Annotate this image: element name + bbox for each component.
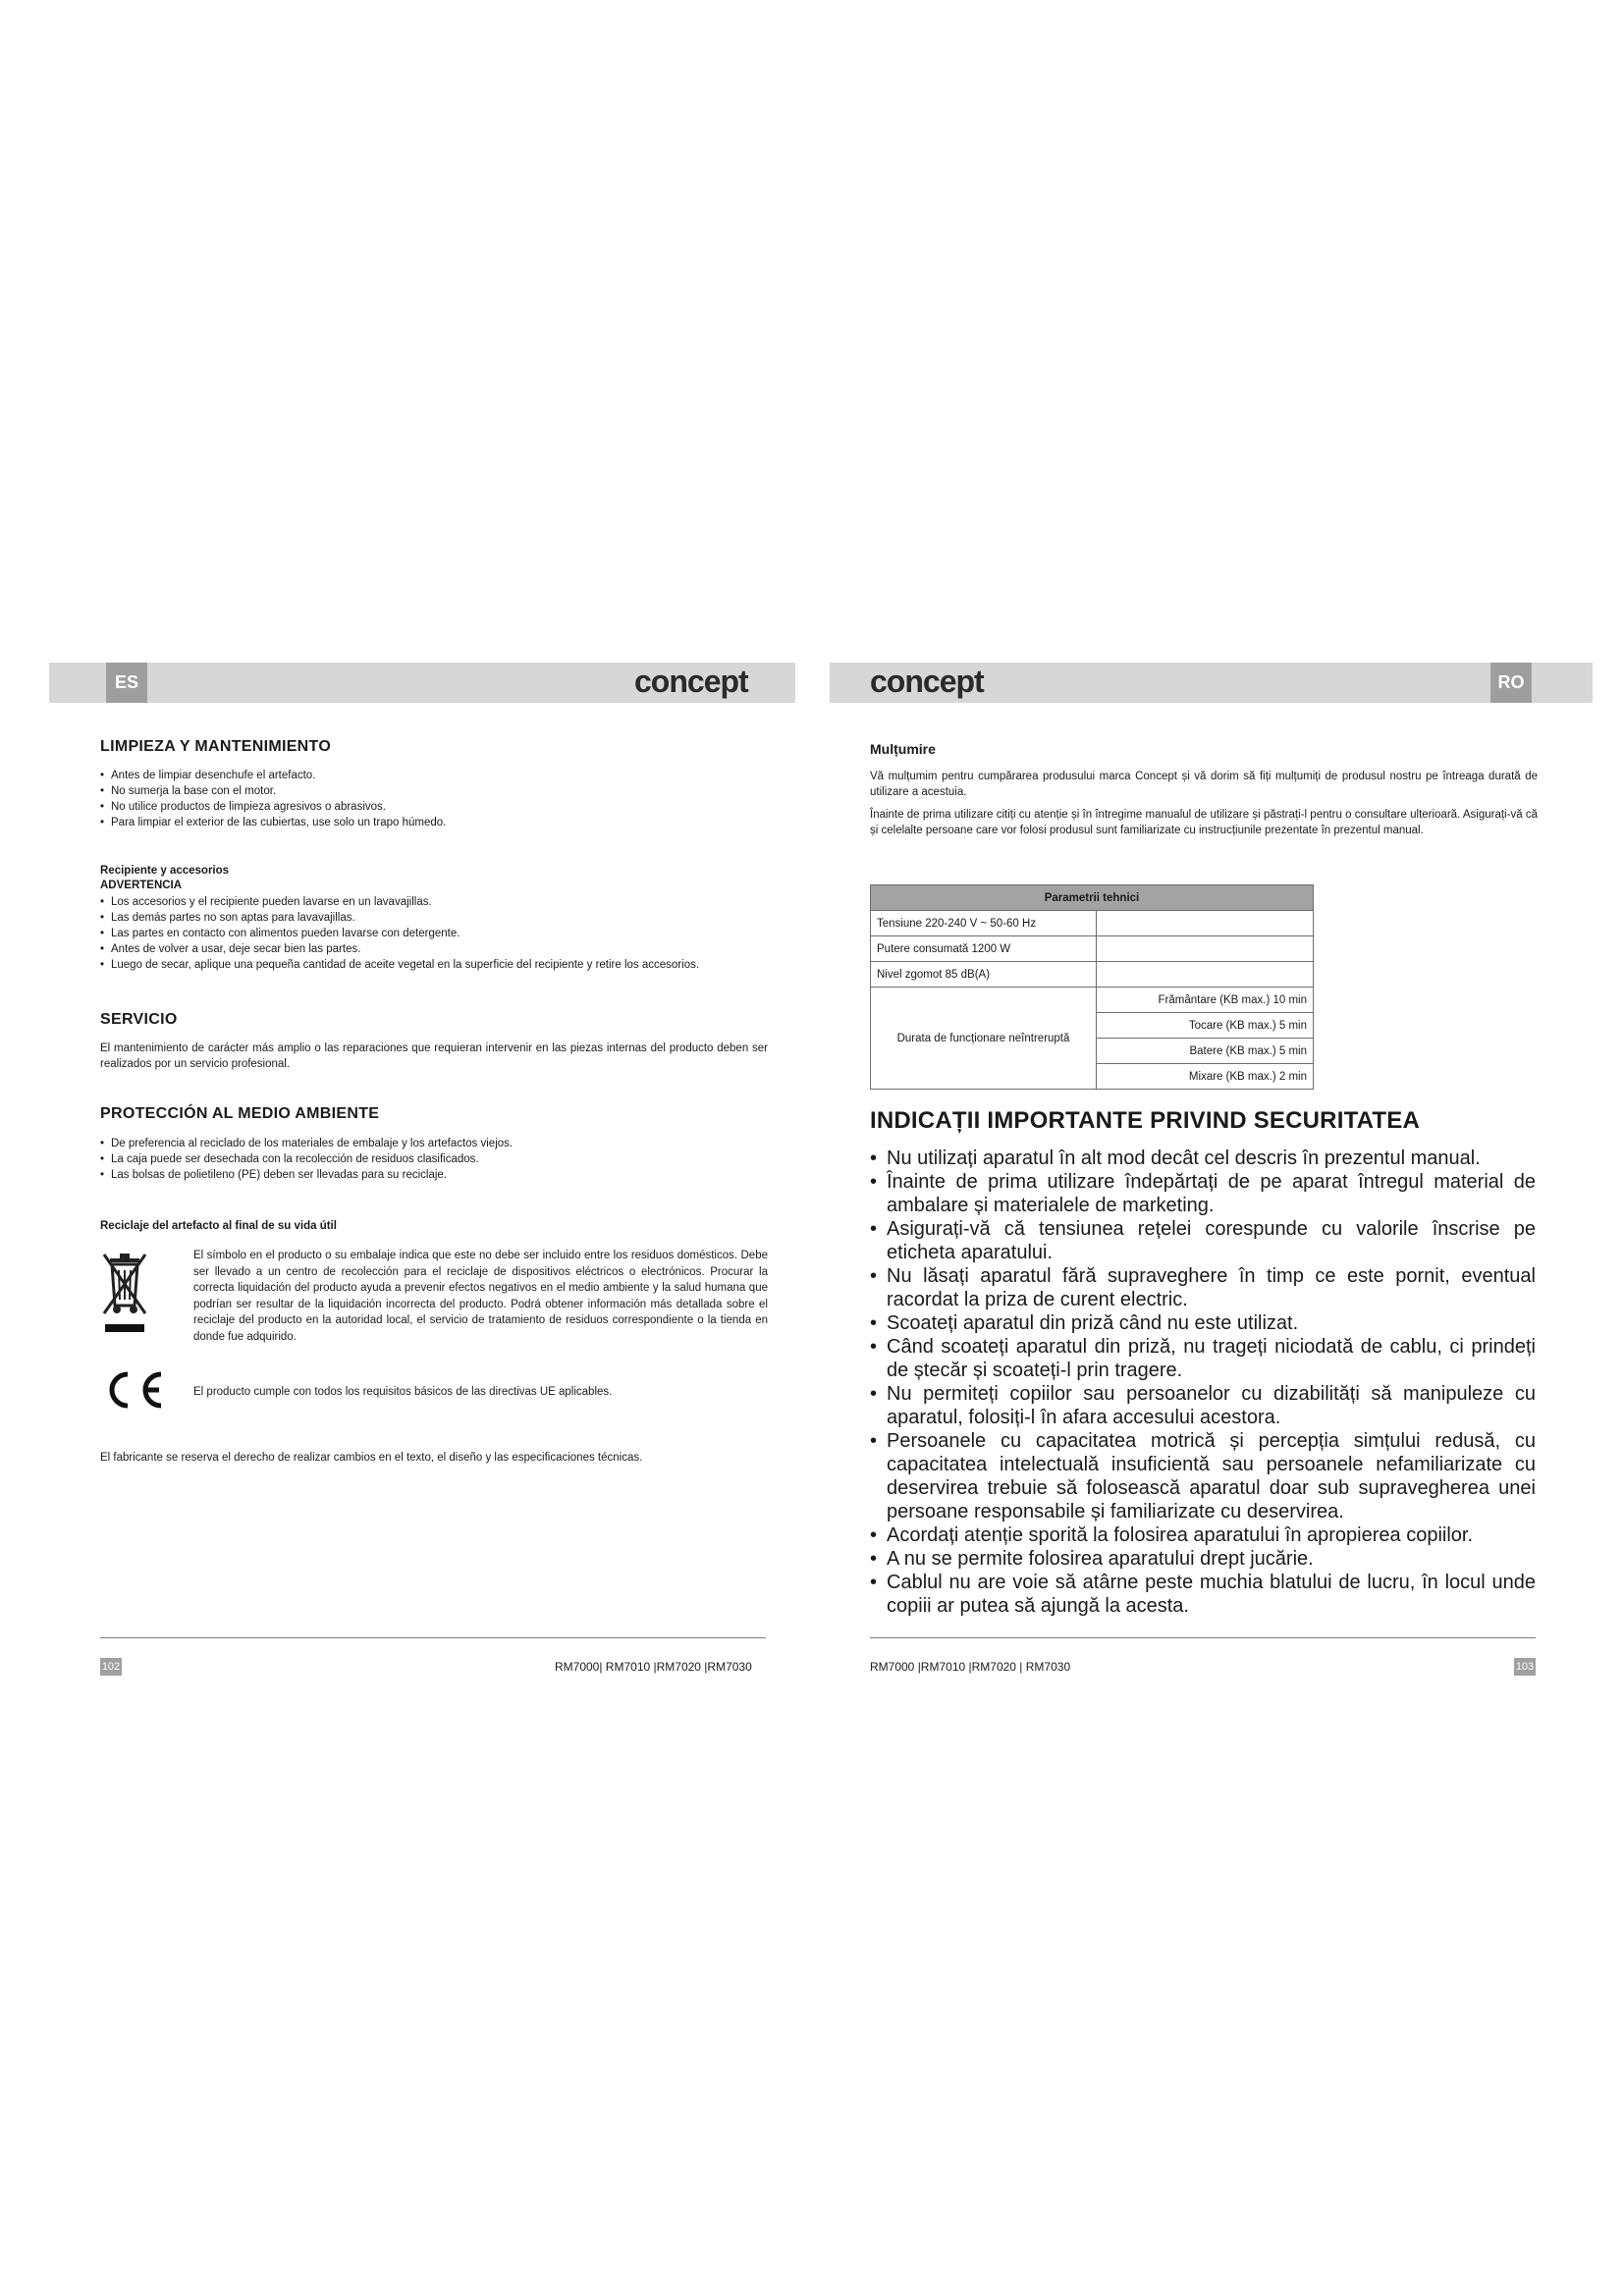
list-item: • Acordați atenție sporită la folosirea aparatului în apropierea copiilor. — [870, 1523, 1536, 1547]
service-title: SERVICIO — [100, 1011, 178, 1028]
list-item: • Los accesorios y el recipiente pueden lavarse en un lavavajillas. — [100, 894, 778, 910]
footer-models-left: RM7000| RM7010 |RM7020 |RM7030 — [555, 1660, 752, 1674]
list-item: • La caja puede ser desechada con la recolección de residuos clasificados. — [100, 1151, 768, 1167]
table-row — [871, 911, 1314, 936]
list-item: • Las bolsas de polietileno (PE) deben ser llevadas para su reciclaje. — [100, 1167, 768, 1183]
table-cell: Nivel zgomot 85 dB(A) — [871, 962, 1097, 988]
list-item: • Nu permiteți copiilor sau persoanelor cu dizabilități să manipuleze cu aparatul, folosiți-l în afara accesului acestora. — [870, 1382, 1536, 1429]
list-item: • Cablul nu are voie să atârne peste muchia blatului de lucru, în locul unde copiii ar putea să ajungă la acesta. — [870, 1571, 1536, 1618]
table-cell: Batere (KB max.) 5 min — [1097, 1039, 1314, 1064]
thanks-text-1: Vă mulțumim pentru cumpărarea produsului marca Concept și vă dorim să fiți mulțumiți de produsul nostru pe întreaga durată de utilizare a acestuia. — [870, 771, 1538, 798]
footer-divider-left — [100, 1637, 766, 1638]
list-item: • Nu lăsați aparatul fără supraveghere în timp ce este pornit, eventual racordat la priza de curent electric. — [870, 1264, 1536, 1311]
brand-logo-right: concept — [870, 664, 984, 699]
brand-logo-left: concept — [634, 664, 748, 699]
language-tab-es: ES — [106, 663, 147, 703]
language-tab-ro: RO — [1490, 663, 1532, 703]
list-item: • Antes de volver a usar, deje secar bien las partes. — [100, 941, 778, 957]
table-row — [871, 936, 1314, 962]
table-cell — [1097, 911, 1314, 936]
footer-models-right: RM7000 |RM7010 |RM7020 | RM7030 — [870, 1660, 1071, 1674]
list-item: • Antes de limpiar desenchufe el artefacto. — [100, 768, 768, 783]
list-item: • No utilice productos de limpieza agresivos o abrasivos. — [100, 799, 768, 815]
ce-text: El producto cumple con todos los requisitos básicos de las directivas UE aplicables. — [193, 1386, 613, 1398]
table-cell — [1097, 962, 1314, 988]
cleaning-list — [100, 768, 768, 830]
list-item: • Las partes en contacto con alimentos pueden lavarse con detergente. — [100, 926, 778, 941]
manufacturer-text: El fabricante se reserva el derecho de realizar cambios en el texto, el diseño y las especificaciones técnicas. — [100, 1452, 643, 1464]
table-cell: Tensiune 220-240 V ~ 50-60 Hz — [871, 911, 1097, 936]
list-item: • Para limpiar el exterior de las cubiertas, use solo un trapo húmedo. — [100, 815, 768, 830]
table-cell: Frământare (KB max.) 10 min — [1097, 988, 1314, 1013]
page-number-left: 102 — [100, 1658, 122, 1676]
list-item: • Las demás partes no son aptas para lavavajillas. — [100, 910, 778, 926]
list-item: • No sumerja la base con el motor. — [100, 783, 768, 799]
table-cell: Putere consumată 1200 W — [871, 936, 1097, 962]
bowl-list — [100, 894, 778, 973]
ce-mark-icon — [100, 1366, 169, 1414]
list-item: • Persoanele cu capacitatea motrică și percepția simțului redusă, cu capacitatea intelectuală insuficientă sau persoanele nefamiliarizate cu deservirea trebuie să folosească aparatul doar sub supravegherea unei persoane responsabile și familiarizate cu deservirea. — [870, 1429, 1536, 1523]
list-item: • A nu se permite folosirea aparatului drept jucărie. — [870, 1547, 1536, 1571]
table-cell — [1097, 936, 1314, 962]
list-item: • Scoateți aparatul din priză când nu este utilizat. — [870, 1311, 1536, 1335]
table-cell: Tocare (KB max.) 5 min — [1097, 1013, 1314, 1039]
thanks-title: Mulțumire — [870, 741, 936, 757]
page-number-right: 103 — [1514, 1658, 1536, 1676]
weee-bin-icon — [100, 1249, 149, 1337]
safety-title: INDICAȚII IMPORTANTE PRIVIND SECURITATEA — [870, 1107, 1420, 1134]
list-item: • Luego de secar, aplique una pequeña cantidad de aceite vegetal en la superficie del recipiente y retire los accesorios. — [100, 957, 778, 973]
table-row — [871, 962, 1314, 988]
recycle-title: Reciclaje del artefacto al final de su vida útil — [100, 1220, 337, 1232]
cleaning-title: LIMPIEZA Y MANTENIMIENTO — [100, 738, 332, 755]
table-cell: Mixare (KB max.) 2 min — [1097, 1064, 1314, 1090]
service-text: El mantenimiento de carácter más amplio o las reparaciones que requieran intervenir en las piezas internas del producto deben ser realizados por un servicio profesional. — [100, 1042, 768, 1070]
list-item: • Asigurați-vă că tensiunea rețelei corespunde cu valorile înscrise pe eticheta aparatului. — [870, 1217, 1536, 1264]
list-item: • De preferencia al reciclado de los materiales de embalaje y los artefactos viejos. — [100, 1136, 768, 1151]
list-item: • Înainte de prima utilizare îndepărtați de pe aparat întregul material de ambalare și materialele de marketing. — [870, 1170, 1536, 1217]
footer-divider-right — [870, 1637, 1536, 1638]
table-cell: Durata de funcționare neîntreruptă — [871, 988, 1097, 1090]
environment-list — [100, 1136, 768, 1183]
table-header: Parametrii tehnici — [871, 885, 1314, 911]
recycle-text: El símbolo en el producto o su embalaje indica que este no debe ser incluido entre los residuos domésticos. Debe ser llevado a un centro de recolección para el reciclaje de dispositivos eléctricos o electrónicos. Procurar la correcta liquidación del producto ayuda a prevenir efectos negativos en el medio ambiente y la salud humana que podrían ser resultar de la liquidación incorrecta del producto. Podrá obtener información más detallada sobre el reciclaje del producto en la autoridad local, el servicio de tratamiento de residuos correspondiente o la tienda en donde fue adquirido. — [193, 1250, 768, 1343]
environment-title: PROTECCIÓN AL MEDIO AMBIENTE — [100, 1105, 380, 1122]
warning-title: ADVERTENCIA — [100, 880, 183, 891]
thanks-text-2: Înainte de prima utilizare citiți cu atenție și în întregime manualul de utilizare și păstrați-l pentru o consultare ulterioară. Asigurați-vă că și celelalte persoane care vor folosi produsul sunt familiarizate cu instrucțiunile prezentate în prezentul manual. — [870, 809, 1538, 836]
bowl-title: Recipiente y accesorios — [100, 865, 230, 877]
table-row — [871, 988, 1314, 1013]
technical-parameters-table — [870, 884, 1314, 1090]
list-item: • Când scoateți aparatul din priză, nu trageți niciodată de cablu, ci prindeți de ștecăr și scoateți-l prin tragere. — [870, 1335, 1536, 1382]
safety-list — [870, 1147, 1536, 1618]
list-item: • Nu utilizați aparatul în alt mod decât cel descris în prezentul manual. — [870, 1147, 1536, 1170]
